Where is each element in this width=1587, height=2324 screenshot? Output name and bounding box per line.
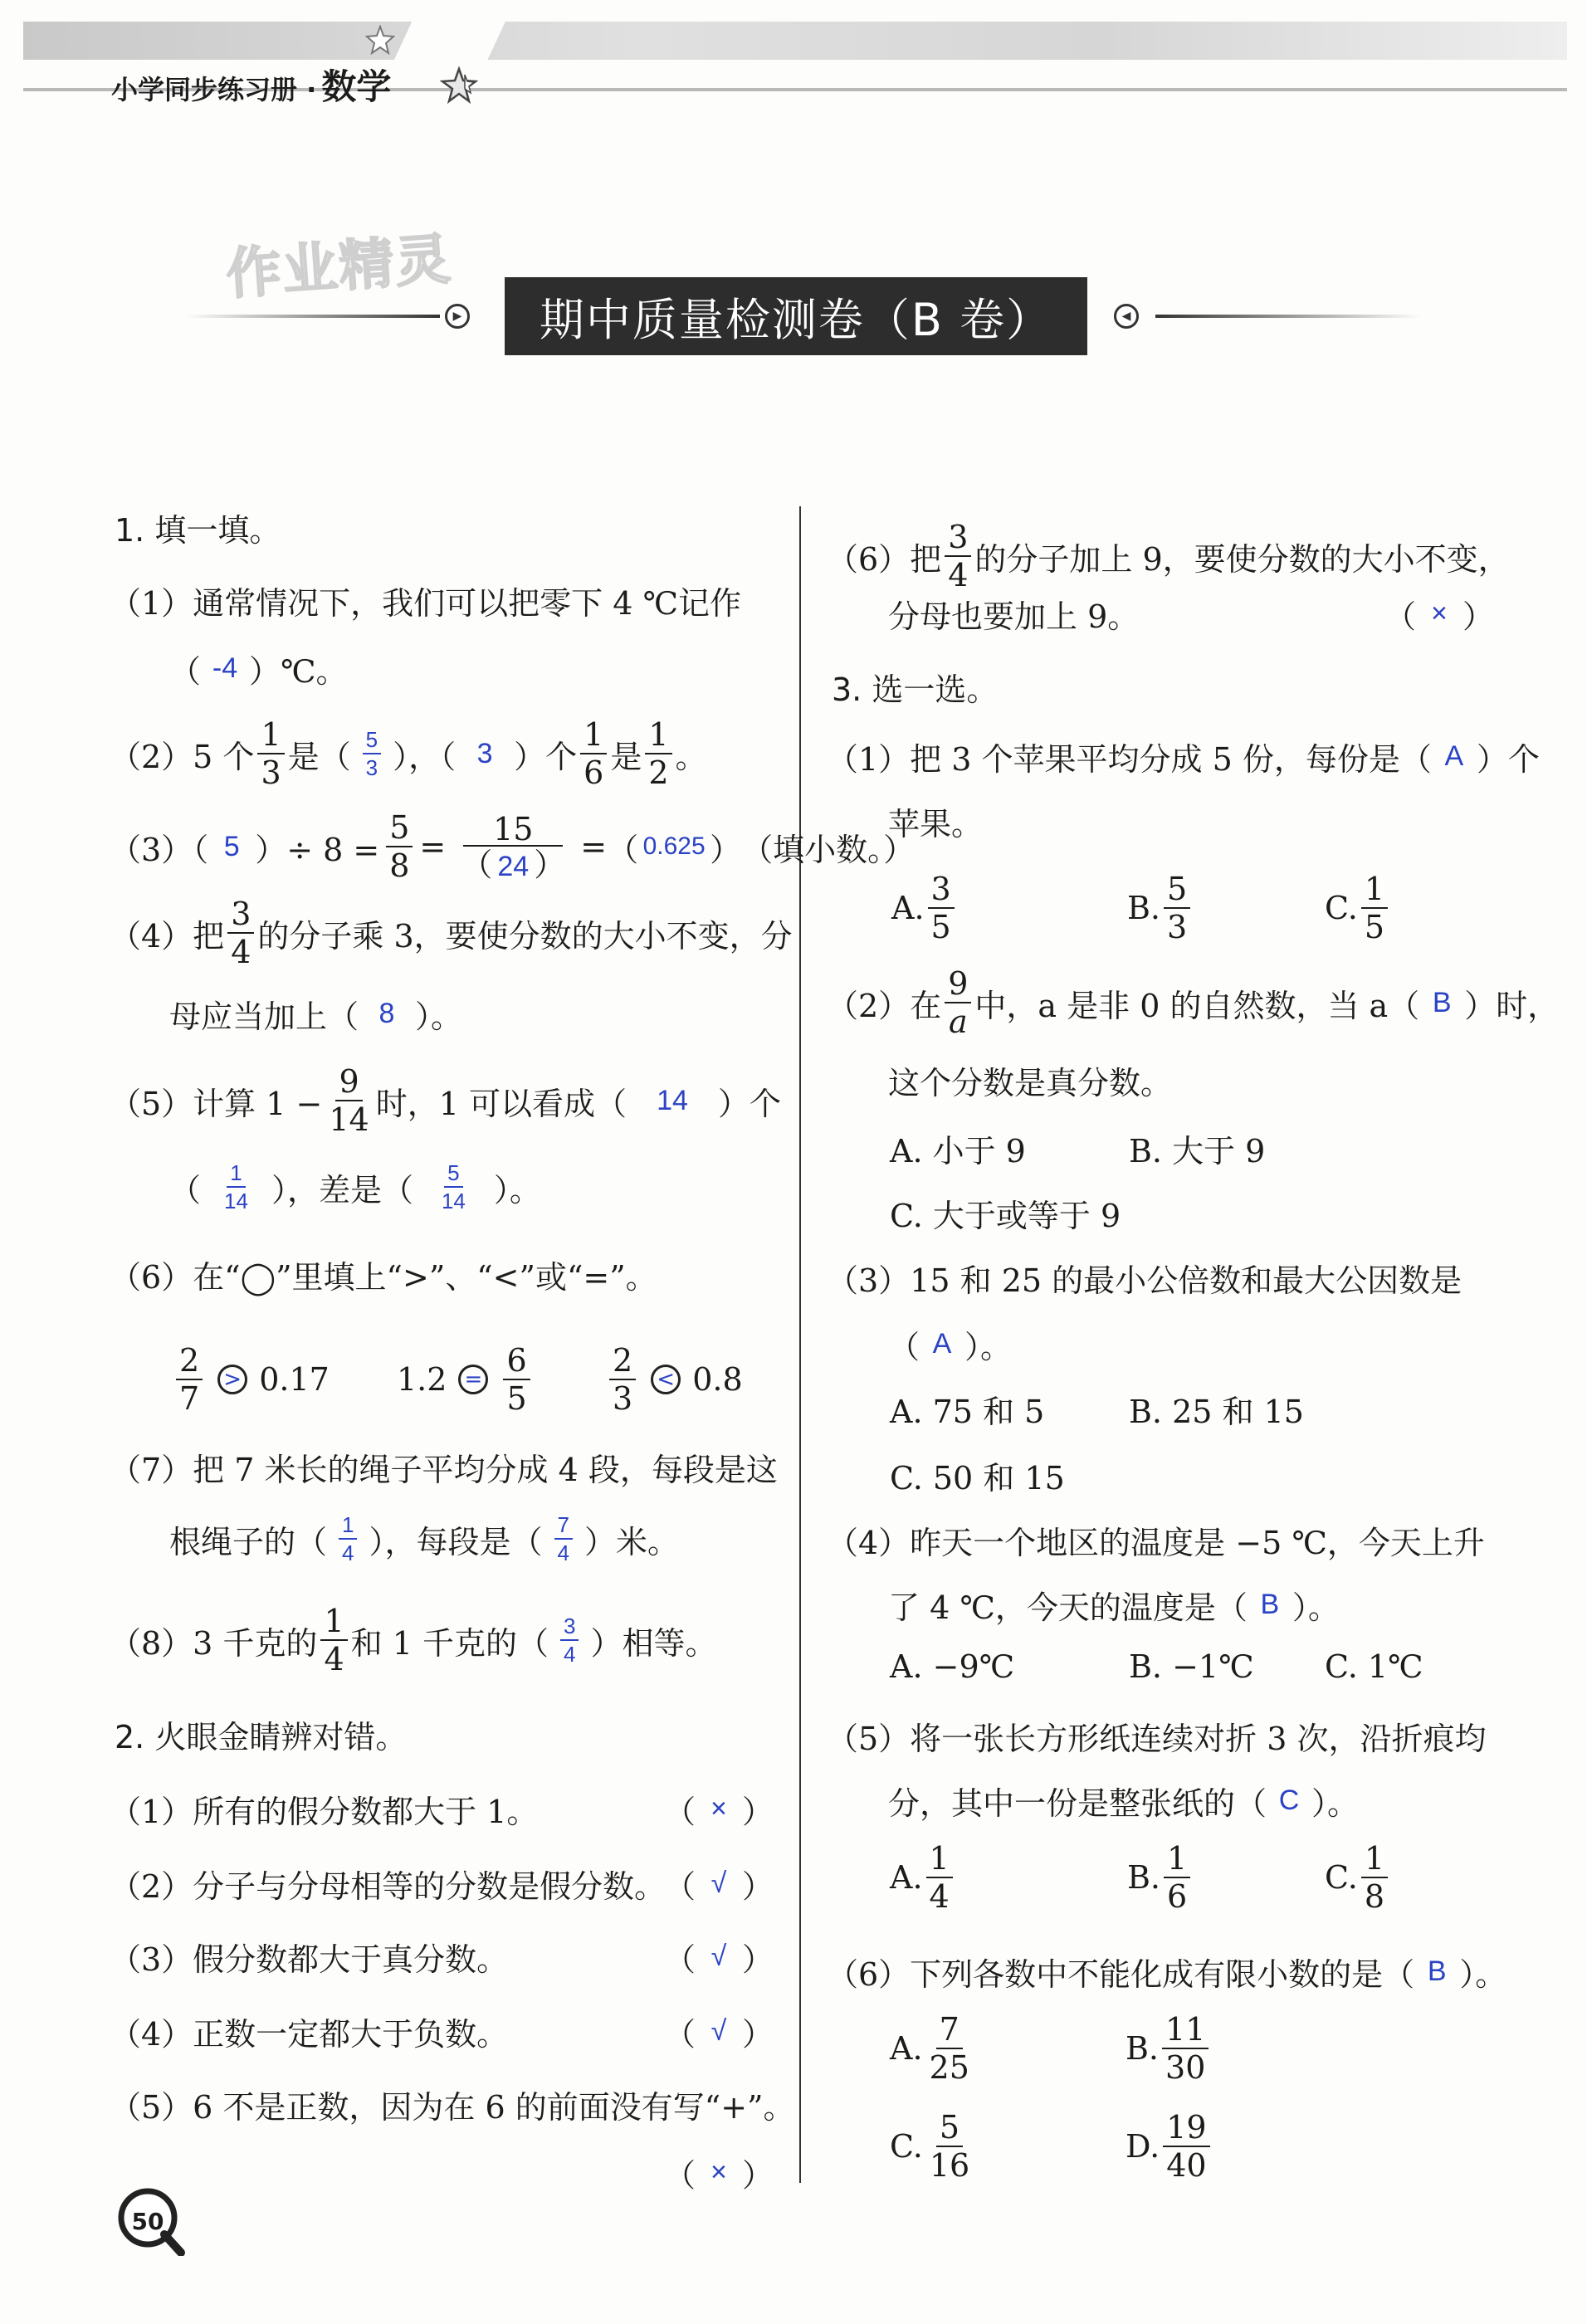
q2-line [110, 716, 707, 791]
choice-option: C. 大于或等于 9 [890, 1198, 1121, 1234]
header-band-gap [365, 22, 581, 60]
choice-option: B. $\frac{11}{30}$ [1126, 2014, 1212, 2083]
q7-text: ）米。 [584, 1523, 679, 1560]
q2-text: ）个 [514, 738, 578, 775]
q8-line [110, 1605, 716, 1675]
fraction: $\frac{3}{4}$ [945, 521, 971, 591]
choice-text: （1）把 3 个苹果平均分成 5 份，每份是（ [827, 741, 1432, 778]
q3-text: = [419, 828, 447, 865]
fraction: $\frac{6}{5}$ [503, 1345, 530, 1414]
judge-text: （4）正数一定都大于负数。 [110, 2016, 509, 2053]
choice-text: ）。 [1292, 1589, 1340, 1626]
fraction: $\frac{1}{3}$ [257, 719, 284, 788]
judge-item: （4）正数一定都大于负数。 （ √ ） [110, 2009, 774, 2050]
compare-item-3 [606, 1342, 743, 1417]
choice-option: C. 50 和 15 [890, 1460, 1065, 1496]
fraction: $\frac{3}{5}$ [928, 873, 955, 943]
q5-text: ）个 [717, 1085, 781, 1122]
choice-text: 分，其中一份是整张纸的（ [888, 1785, 1267, 1822]
q1-line1: （1）通常情况下，我们可以把零下 4 ℃记作 [110, 585, 742, 622]
choice-q3-line1: （3）15 和 25 的最小公倍数和最大公因数是 [827, 1262, 1462, 1299]
q3-answer-3: 0.625 [642, 832, 706, 860]
judge-item: （5）6 不是正数，因为在 6 的前面没有写“+”。 （ × ） [110, 2082, 774, 2190]
q1-unit: ℃。 [281, 653, 348, 690]
choice-q6-line1 [827, 1949, 1506, 1994]
choice-option: A. $\frac{1}{4}$ [890, 1843, 956, 1912]
header-band [23, 22, 1567, 60]
choice-option: B. −1℃ [1129, 1648, 1254, 1685]
exam-title: 期中质量检测卷（B 卷） [505, 277, 1087, 355]
q4-text: ）。 [415, 998, 463, 1035]
fraction: $\frac{19}{40}$ [1163, 2112, 1209, 2181]
fraction: $\frac{3}{4}$ [227, 898, 254, 968]
compare-answer: = [458, 1365, 488, 1394]
choice-option: B. $\frac{1}{6}$ [1127, 1843, 1194, 1912]
fraction: $\frac{1}{5}$ [1361, 873, 1388, 943]
arrow-left-icon: ◀ [1114, 304, 1139, 329]
choice-option: A. $\frac{3}{5}$ [891, 873, 958, 943]
choice-text: （6）下列各数中不能化成有限小数的是（ [827, 1956, 1415, 1993]
judge-item: （1）所有的假分数都大于 1。 （ × ） [110, 1786, 774, 1828]
q3-line: （3）（ 5 ）÷ 8 = $\frac{5}{8}$ = $\frac{15}{( 24 )}$ = （ 0.625 ） （填小数。） [110, 809, 916, 884]
q2-answer-2: 3 [476, 737, 493, 769]
fraction: $\frac{1}{6}$ [580, 719, 607, 788]
q4-text: （4）把 [110, 917, 225, 954]
fraction: $\frac{5}{3}$ [1164, 873, 1190, 943]
q3-answer-1: 5 [223, 830, 240, 862]
judge-text: 分母也要加上 9。 [888, 598, 1140, 635]
q8-text: ）相等。 [590, 1624, 717, 1662]
choice-answer: B [1260, 1589, 1280, 1620]
judge-text: （5）6 不是正数，因为在 6 的前面没有写“+”。 [110, 2089, 795, 2126]
q4-line2 [169, 991, 462, 1037]
q4-text: 母应当加上（ [169, 998, 359, 1035]
choice-q2-line1 [827, 965, 1560, 1040]
fraction: $\frac{2}{3}$ [609, 1345, 636, 1414]
star-icon [365, 25, 395, 55]
choice-option: A. −9℃ [890, 1648, 1015, 1685]
title-rule-left [186, 315, 440, 318]
q8-text: （8）3 千克的 [110, 1624, 318, 1662]
choice-option: A. 75 和 5 [890, 1394, 1045, 1430]
judge-answer: × [710, 2156, 727, 2188]
q4-line1 [110, 898, 793, 968]
judge-answer: √ [710, 1941, 727, 1972]
q1-answer: -4 [212, 652, 238, 684]
header-series: 小学同步练习册 · [111, 74, 317, 105]
judge-text: （3）假分数都大于真分数。 [110, 1941, 509, 1978]
compare-value: 1.2 [397, 1361, 447, 1398]
column-divider [799, 506, 801, 2183]
q7-answer-2: $\frac{7}{4}$ [554, 1514, 573, 1564]
q3-answer-2: 24 [497, 850, 530, 882]
q7-text: 根绳子的（ [169, 1523, 328, 1560]
choice-q2-line2: 这个分数是真分数。 [888, 1065, 1173, 1101]
judge-text: （1）所有的假分数都大于 1。 [110, 1794, 539, 1830]
q3-text: ）÷ 8 = [255, 831, 380, 868]
choice-q1-line1 [827, 734, 1540, 779]
choice-option: A. 小于 9 [890, 1133, 1026, 1169]
q5-answer-3: $\frac{5}{14}$ [441, 1160, 466, 1213]
judge-text: （6）把 [827, 540, 942, 578]
fraction: $\frac{1}{4}$ [926, 1843, 953, 1912]
q5-answer-1: 14 [657, 1084, 688, 1116]
q6-line1: （6）在“◯”里填上“>”、“<”或“=”。 [110, 1259, 657, 1296]
choice-answer: A [1444, 740, 1464, 772]
q5-line2: （ $\frac{1}{14}$ ），差是（ $\frac{5}{14}$ ）。 [169, 1160, 541, 1213]
q2-text: ），（ [393, 738, 457, 775]
choice-q4-line2 [888, 1582, 1340, 1628]
q5-answer-2: $\frac{1}{14}$ [224, 1160, 248, 1213]
q5-text: ）。 [493, 1171, 541, 1208]
choice-text: （ [888, 1329, 920, 1365]
choice-answer: A [932, 1328, 952, 1360]
judge-text: （2）分子与分母相等的分数是假分数。 [110, 1868, 667, 1905]
watermark: 作业精灵 [224, 227, 454, 307]
header-title [111, 60, 391, 110]
choice-option: D. $\frac{19}{40}$ [1126, 2112, 1213, 2181]
arrow-right-icon: ▶ [445, 304, 470, 329]
q5-text: ），差是（ [271, 1171, 413, 1208]
choice-text: ）。 [1459, 1956, 1507, 1993]
choice-answer: B [1432, 986, 1452, 1018]
q8-answer: $\frac{3}{4}$ [560, 1615, 579, 1665]
compare-answer: < [651, 1365, 681, 1394]
q8-text: 和 1 千克的（ [350, 1624, 549, 1662]
section1-title: 1. 填一填。 [115, 512, 281, 549]
compare-value: 0.8 [692, 1361, 743, 1398]
header-subject: 数学 [321, 66, 392, 107]
choice-q3-line2 [888, 1321, 1012, 1367]
choice-q1-line2: 苹果。 [888, 806, 984, 842]
q7-line2 [169, 1514, 679, 1564]
fraction: $\frac{2}{7}$ [176, 1345, 203, 1414]
judge-answer: × [710, 1793, 727, 1824]
fraction: $\frac{1}{2}$ [645, 719, 671, 788]
q2-text: 是（ [287, 738, 351, 775]
compare-item-1 [173, 1342, 330, 1417]
choice-q4-line1: （4）昨天一个地区的温度是 −5 ℃，今天上升 [827, 1525, 1485, 1561]
choice-text: （2）在 [827, 987, 942, 1024]
choice-text: 中，a 是非 0 的自然数，当 a（ [974, 987, 1420, 1024]
choice-text: 了 4 ℃，今天的温度是（ [888, 1589, 1248, 1626]
q5-text: （5）计算 1 − [110, 1085, 323, 1122]
q2-text: 。 [675, 738, 707, 775]
choice-option: C. $\frac{1}{8}$ [1325, 1843, 1391, 1912]
q3-fraction-blank: $\frac{15}{( 24 )}$ [461, 810, 566, 883]
choice-answer: B [1427, 1955, 1447, 1987]
choice-text: ）时， [1464, 987, 1560, 1024]
fraction: $\frac{5}{8}$ [386, 812, 413, 881]
fraction: $\frac{9}{a}$ [945, 968, 971, 1038]
q4-answer: 8 [378, 998, 395, 1029]
fraction: $\frac{9}{14}$ [329, 1063, 369, 1138]
section3-title: 3. 选一选。 [832, 671, 999, 708]
q2-text: 是 [610, 738, 642, 775]
q3-text: （3）（ [110, 831, 209, 868]
judge-answer: × [1431, 598, 1448, 629]
fraction: $\frac{1}{4}$ [320, 1605, 347, 1675]
page-number: 50 [131, 2208, 164, 2235]
choice-text: ）。 [1311, 1785, 1360, 1822]
choice-option: C. $\frac{5}{16}$ [890, 2112, 976, 2181]
title-rule-right [1155, 315, 1421, 318]
q5-text: 时，1 可以看成（ [375, 1085, 627, 1122]
choice-text: ）个 [1476, 741, 1540, 778]
choice-option: B. $\frac{5}{3}$ [1127, 873, 1194, 943]
q2-pre: （2）5 个 [110, 738, 255, 775]
judge-item: （2）分子与分母相等的分数是假分数。 （ √ ） [110, 1861, 774, 1902]
choice-q5-line2 [888, 1778, 1359, 1824]
q7-line1: （7）把 7 米长的绳子平均分成 4 段，每段是这 [110, 1452, 778, 1488]
compare-answer: > [217, 1365, 247, 1394]
q7-text: ），每段是（ [369, 1523, 543, 1560]
choice-option: B. 大于 9 [1129, 1133, 1266, 1169]
choice-text: ）。 [964, 1329, 1013, 1365]
q3-text: = [580, 828, 608, 865]
compare-value: 0.17 [259, 1361, 330, 1398]
judge-answer: √ [710, 2015, 727, 2047]
star-icon [440, 66, 478, 105]
judge-item: （3）假分数都大于真分数。 （ √ ） [110, 1934, 774, 1975]
q5-line1 [110, 1063, 781, 1138]
q2-answer-1: $\frac{5}{3}$ [363, 729, 381, 779]
fraction: $\frac{11}{30}$ [1162, 2014, 1209, 2083]
judge-answer: √ [710, 1868, 727, 1899]
judge-item-6-line2: 分母也要加上 9。 （ × ） [888, 591, 1494, 632]
fraction: $\frac{1}{8}$ [1361, 1843, 1388, 1912]
choice-q5-line1: （5）将一张长方形纸连续对折 3 次，沿折痕均 [827, 1721, 1487, 1757]
choice-option: C. $\frac{1}{5}$ [1325, 873, 1391, 943]
judge-item-6-line1 [827, 521, 1510, 591]
choice-option: C. 1℃ [1325, 1648, 1423, 1685]
judge-text: 的分子加上 9，要使分数的大小不变， [974, 540, 1510, 578]
fraction: $\frac{5}{16}$ [929, 2109, 970, 2184]
choice-option: A. $\frac{7}{25}$ [890, 2014, 976, 2083]
q7-answer-1: $\frac{1}{4}$ [339, 1514, 357, 1564]
compare-item-2 [397, 1342, 534, 1417]
fraction: $\frac{7}{25}$ [929, 2011, 969, 2086]
choice-answer: C [1278, 1784, 1300, 1816]
q3-note: （填小数。） [741, 831, 916, 868]
fraction: $\frac{1}{6}$ [1164, 1843, 1190, 1912]
q1-line2: （ -4 ） ℃。 [169, 646, 348, 691]
section2-title: 2. 火眼金睛辨对错。 [115, 1719, 408, 1755]
choice-option: B. 25 和 15 [1129, 1394, 1304, 1430]
q4-text: 的分子乘 3，要使分数的大小不变，分 [257, 917, 793, 954]
